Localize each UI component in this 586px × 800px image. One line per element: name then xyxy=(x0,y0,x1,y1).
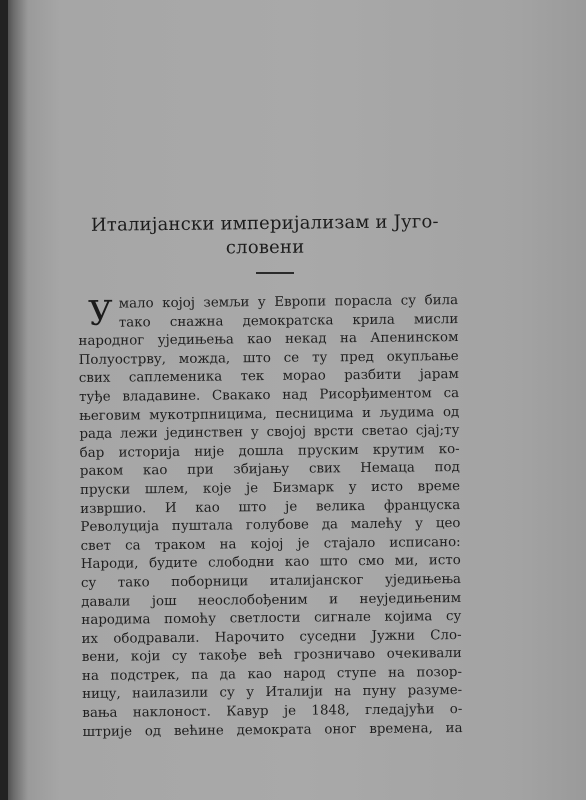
text-line: ницу, наилазили су у Италији на пуну разуме- xyxy=(82,683,463,703)
text-line: мало којој земљи у Европи порасла су била xyxy=(118,293,459,312)
text-line: Револуција пуштала голубове да малећу у цео xyxy=(80,516,461,536)
text-line: његовим мукотрпницима, песницима и људима од xyxy=(79,404,460,424)
text-line: народима помоћу светлости сигнале којима су xyxy=(81,609,462,629)
title-divider xyxy=(256,272,294,274)
text-line: штрије од већине демократа оног времена, иа xyxy=(82,720,463,740)
text-line: народног уједињења као некад на Апенинском xyxy=(78,330,459,350)
text-line: их ободравали. Нарочито суседни Јужни Сло- xyxy=(81,627,462,647)
text-line: извршио. И као што је велика француска xyxy=(80,497,461,517)
chapter-title-line-2: словени xyxy=(225,236,305,259)
text-line: свих саплеменика тек морао разбити јарам xyxy=(78,367,459,387)
chapter-title-line-1: Италијански империјализам и Југо- xyxy=(90,211,439,236)
text-line: туђе владавине. Свакако над Рисорђиментом са xyxy=(78,385,460,405)
text-line: су тако поборници италијанског уједињења xyxy=(80,571,462,591)
text-line: бар историја није дошла пруским крутим ко- xyxy=(79,441,460,461)
text-line: пруски шлем, које је Бизмарк у исто време xyxy=(79,478,461,498)
text-line: раком као при збијању свих Немаца под xyxy=(79,460,460,480)
text-line: тако снажна демократска крила мисли xyxy=(118,311,459,331)
text-line: свет са траком на којој је стајало исписано: xyxy=(80,534,461,554)
text-line: рада лежи јединствен у својој врсти светао сјај;ту xyxy=(79,423,460,443)
text-line: вања наклоност. Кавур је 1848, гледајући о- xyxy=(82,702,463,722)
text-line: вени, који су такође већ грозничаво очекивали xyxy=(81,646,462,666)
text-line: Народи, будите слободни као што смо ми, исто xyxy=(80,553,461,573)
text-line: на подстрек, па да као народ ступе на позор- xyxy=(81,664,463,684)
body-paragraph xyxy=(78,292,463,742)
chapter-title xyxy=(60,210,470,262)
text-line: Полуострву, можда, што се ту пред окупљање xyxy=(78,348,459,368)
drop-cap: У xyxy=(87,293,113,334)
text-line: давали још неослобођеним и неуједињеним xyxy=(81,590,462,610)
book-spine xyxy=(0,0,8,800)
